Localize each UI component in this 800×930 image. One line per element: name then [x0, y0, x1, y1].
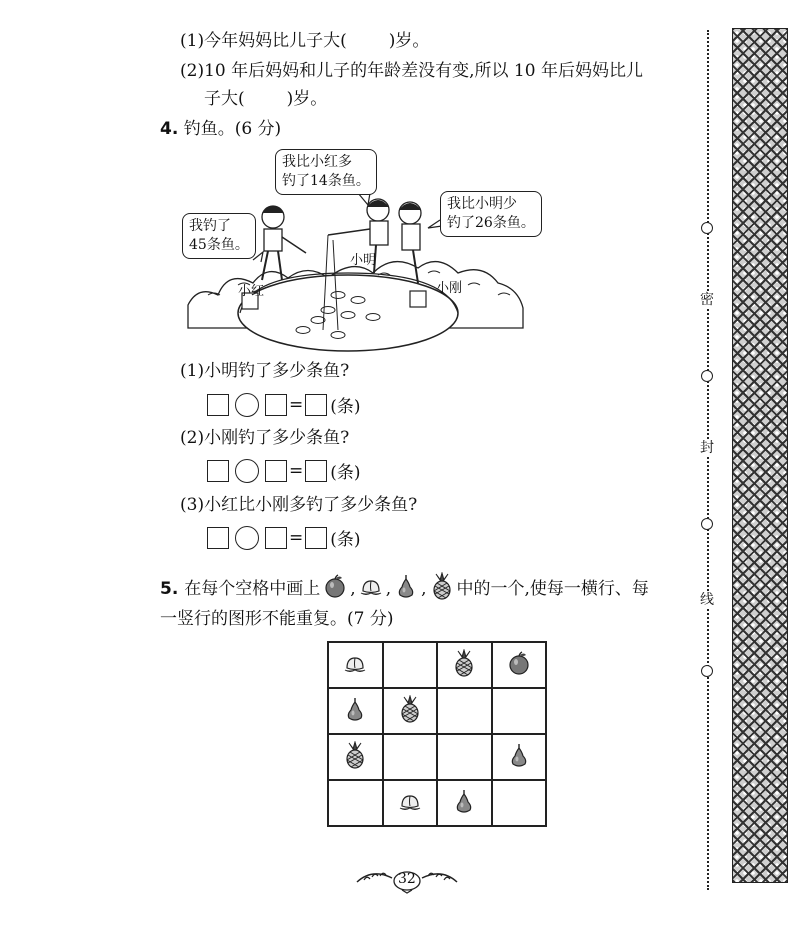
seal-char-3: 线	[700, 592, 714, 608]
grid-cell-r4-c1[interactable]	[328, 780, 383, 826]
answer-box[interactable]	[305, 527, 327, 549]
apple-icon	[506, 650, 532, 680]
grid-cell-r4-c4[interactable]	[492, 780, 547, 826]
q5-line1: 5. 在每个空格中画上 , , , 中的一个,使每一横行、每	[160, 572, 649, 606]
grid-cell-r2-c2	[383, 688, 438, 734]
unit-label: (条)	[330, 397, 361, 417]
peach-icon	[342, 650, 368, 680]
pineapple-icon	[451, 649, 477, 681]
label-xiaogang: 小刚	[436, 281, 463, 296]
speech-bubble-xiaogang: 我比小明少 钓了26条鱼。	[440, 191, 542, 237]
pineapple-icon	[342, 741, 368, 773]
grid-cell-r2-c1	[328, 688, 383, 734]
speech-bubble-xiaohong: 我钓了 45条鱼。	[182, 213, 256, 259]
grid-cell-r2-c4[interactable]	[492, 688, 547, 734]
grid-cell-r4-c2	[383, 780, 438, 826]
q3-sub2-line1: (2)10 年后妈妈和儿子的年龄差没有变,所以 10 年后妈妈比儿	[180, 61, 643, 81]
grid-cell-r4-c3	[437, 780, 492, 826]
equals-sign: =	[289, 460, 304, 481]
q5-number: 5.	[160, 579, 179, 599]
grid-cell-r3-c1	[328, 734, 383, 780]
binding-dotted-line	[707, 30, 709, 890]
fruit-grid	[327, 641, 547, 827]
q4-formula-1	[207, 392, 361, 417]
seal-circle-4	[701, 665, 713, 677]
equals-sign: =	[289, 527, 304, 548]
peach-icon	[397, 788, 423, 818]
seal-char-1: 密	[700, 292, 714, 308]
grid-cell-r1-c1	[328, 642, 383, 688]
answer-box[interactable]	[207, 394, 229, 416]
apple-icon	[322, 573, 348, 605]
seal-char-2: 封	[700, 440, 714, 456]
pineapple-icon	[429, 572, 455, 606]
q4-sub3: (3)小红比小刚多钓了多少条鱼?	[180, 495, 418, 515]
fishing-illustration	[178, 145, 548, 355]
page-number: 32	[398, 871, 416, 887]
grid-cell-r1-c2[interactable]	[383, 642, 438, 688]
answer-box[interactable]	[265, 527, 287, 549]
q4-sub1: (1)小明钓了多少条鱼?	[180, 361, 350, 381]
grid-cell-r1-c4	[492, 642, 547, 688]
seal-circle-2	[701, 370, 713, 382]
q4-number: 4.	[160, 119, 179, 139]
seal-circle-3	[701, 518, 713, 530]
q4-sub2: (2)小刚钓了多少条鱼?	[180, 428, 350, 448]
speech-bubble-xiaoming: 我比小红多 钓了14条鱼。	[275, 149, 377, 195]
label-xiaoming: 小明	[350, 253, 377, 268]
operator-circle[interactable]	[235, 526, 259, 550]
answer-box[interactable]	[265, 394, 287, 416]
unit-label: (条)	[330, 463, 361, 483]
equals-sign: =	[289, 394, 304, 415]
pear-icon	[393, 573, 419, 605]
q3-sub1: (1)今年妈妈比儿子大( )岁。	[180, 31, 430, 51]
q4-heading	[160, 118, 281, 140]
unit-label: (条)	[330, 530, 361, 550]
q4-title: 钓鱼。(6 分)	[183, 119, 282, 139]
pear-icon	[506, 742, 532, 772]
pineapple-icon	[397, 695, 423, 727]
operator-circle[interactable]	[235, 393, 259, 417]
answer-box[interactable]	[207, 460, 229, 482]
peach-icon	[358, 573, 384, 605]
pear-icon	[451, 788, 477, 818]
answer-box[interactable]	[207, 527, 229, 549]
pear-icon	[342, 696, 368, 726]
q5-line2: 一竖行的图形不能重复。(7 分)	[160, 609, 394, 629]
q4-formula-2	[207, 458, 361, 483]
answer-box[interactable]	[305, 460, 327, 482]
label-xiaohong: 小红	[238, 284, 265, 299]
operator-circle[interactable]	[235, 459, 259, 483]
answer-box[interactable]	[305, 394, 327, 416]
grid-cell-r3-c2[interactable]	[383, 734, 438, 780]
grid-cell-r3-c3[interactable]	[437, 734, 492, 780]
binding-strip-pattern	[732, 28, 788, 883]
grid-cell-r2-c3[interactable]	[437, 688, 492, 734]
page-number-ornament	[352, 868, 462, 894]
q4-formula-3	[207, 525, 361, 550]
seal-circle-1	[701, 222, 713, 234]
answer-box[interactable]	[265, 460, 287, 482]
grid-cell-r1-c3	[437, 642, 492, 688]
grid-cell-r3-c4	[492, 734, 547, 780]
q3-sub2-line2: 子大( )岁。	[204, 89, 328, 109]
